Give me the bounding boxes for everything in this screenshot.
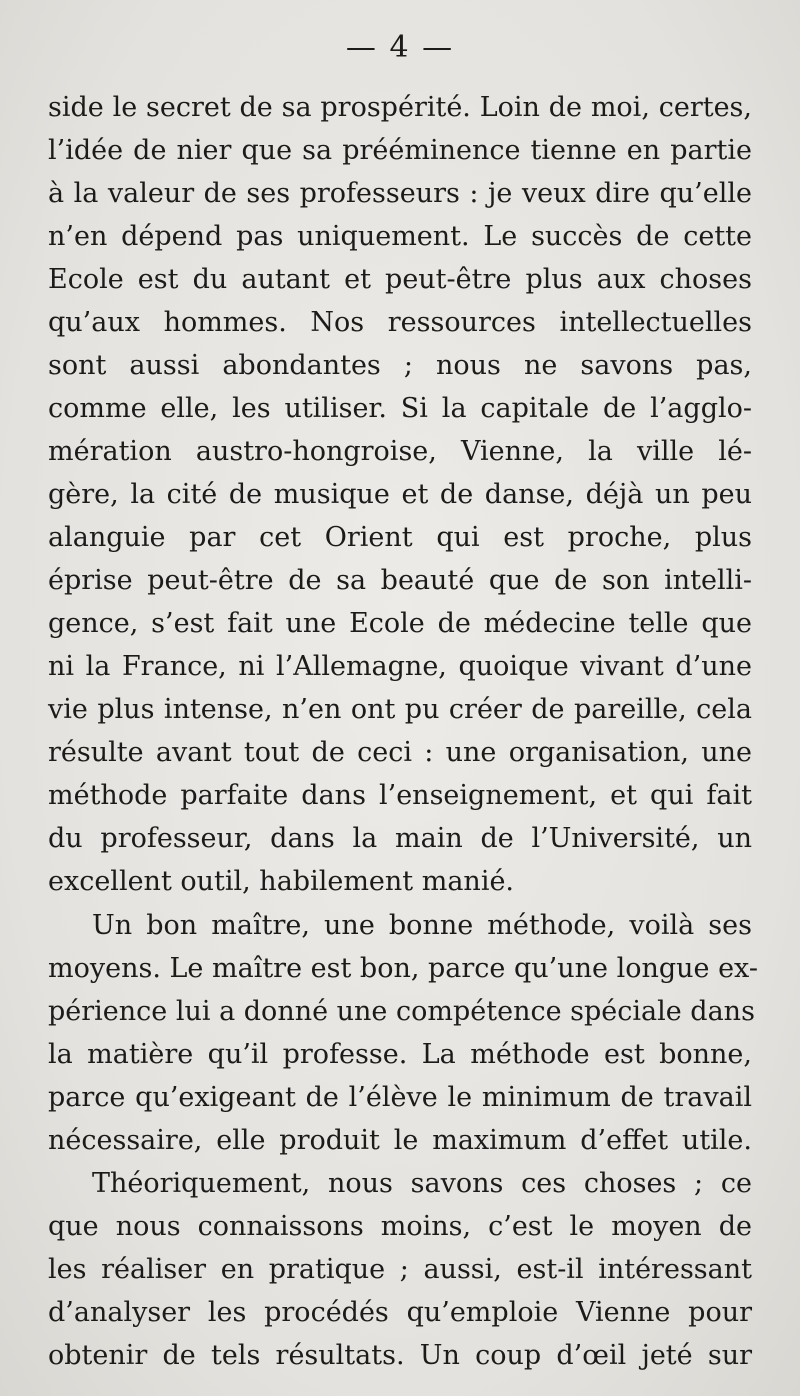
text-line: périence lui a donné une compétence spéciale dans bbox=[48, 996, 755, 1027]
text-line: l’idée de nier que sa prééminence tienne en partie bbox=[48, 135, 752, 166]
text-line: que nous connaissons moins, c’est le moyen de bbox=[48, 1211, 752, 1242]
text-line: éprise peut-être de sa beauté que de son intelli- bbox=[48, 565, 752, 596]
text-line: gère, la cité de musique et de danse, déjà un peu bbox=[48, 479, 752, 510]
text-line: moyens. Le maître est bon, parce qu’une longue ex- bbox=[48, 953, 758, 984]
text-line: Ecole est du autant et peut-être plus aux choses bbox=[48, 264, 752, 295]
text-line: parce qu’exigeant de l’élève le minimum de travail bbox=[48, 1082, 752, 1113]
text-line: side le secret de sa prospérité. Loin de moi, certes, bbox=[48, 92, 752, 123]
text-line: gence, s’est fait une Ecole de médecine telle que bbox=[48, 608, 752, 639]
text-line: obtenir de tels résultats. Un coup d’œil jeté sur bbox=[48, 1340, 752, 1371]
paragraph-first-line: Théoriquement, nous savons ces choses ; ce bbox=[92, 1168, 752, 1199]
text-line: n’en dépend pas uniquement. Le succès de cette bbox=[48, 221, 752, 252]
text-line: sont aussi abondantes ; nous ne savons pas, bbox=[48, 350, 752, 381]
text-line: les réaliser en pratique ; aussi, est-il intéressant bbox=[48, 1254, 752, 1285]
text-line: vie plus intense, n’en ont pu créer de pareille, cela bbox=[48, 694, 752, 725]
text-line: mération austro-hongroise, Vienne, la ville lé- bbox=[48, 436, 752, 467]
text-line: à la valeur de ses professeurs : je veux dire qu’elle bbox=[48, 178, 752, 209]
text-line: méthode parfaite dans l’enseignement, et qui fait bbox=[48, 780, 752, 811]
text-line: la matière qu’il professe. La méthode est bonne, bbox=[48, 1039, 752, 1070]
text-line: ni la France, ni l’Allemagne, quoique vivant d’une bbox=[48, 651, 752, 682]
text-line: qu’aux hommes. Nos ressources intellectuelles bbox=[48, 307, 752, 338]
text-line: alanguie par cet Orient qui est proche, plus bbox=[48, 522, 752, 553]
text-line: du professeur, dans la main de l’Université, un bbox=[48, 823, 752, 854]
paragraph-end-line: nécessaire, elle produit le maximum d’effet utile. bbox=[48, 1125, 752, 1156]
paragraph-end-line: excellent outil, habilement manié. bbox=[48, 866, 515, 897]
page-number: — 4 — bbox=[345, 30, 455, 65]
text-line: résulte avant tout de ceci : une organisation, une bbox=[48, 737, 752, 768]
paragraph-first-line: Un bon maître, une bonne méthode, voilà ses bbox=[92, 910, 752, 941]
text-line: comme elle, les utiliser. Si la capitale de l’agglo- bbox=[48, 393, 752, 424]
text-line: d’analyser les procédés qu’emploie Vienne pour bbox=[48, 1297, 752, 1328]
